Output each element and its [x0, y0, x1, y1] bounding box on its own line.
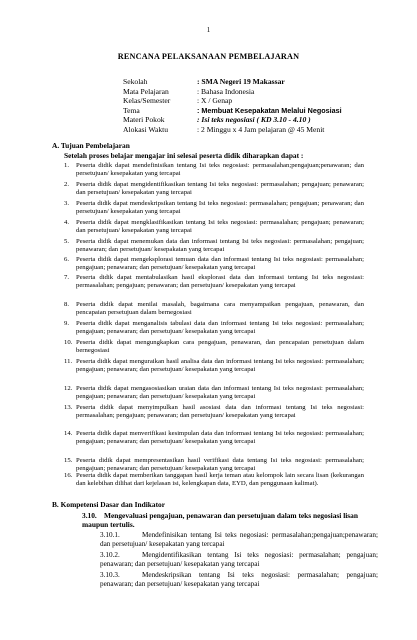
objective-number: 13. [64, 404, 73, 411]
objective-text: Peserta didik dapat menyimpulkan hasil asosiasi data dan informasi tentang Isi teks negosiasi: permasalahan; pengajuan; penawaran; dan persetujuan/ kesepakatan yang tercapai [76, 404, 364, 420]
page-number: 1 [206, 26, 211, 34]
objective-number: 3. [64, 200, 70, 207]
objective-item [64, 238, 364, 254]
meta-row-time [123, 125, 393, 135]
objective-item [64, 430, 364, 446]
objective-text: Peserta didik dapat mentabulasikan hasil eksplorasi data dan informasi tentang Isi teks negosiasi: permasalahan; pengajuan; penawaran; dan persetujuan/ kesepakatan yang tercapai [76, 274, 364, 290]
objective-number: 5. [64, 238, 70, 245]
meta-key: Sekolah [123, 77, 148, 86]
meta-key: Kelas/Semester [123, 96, 171, 106]
indicator-number: 3.10.1. [100, 531, 120, 539]
indicator-text: Mengidentifikasikan tentang Isi teks negosiasi: permasalahan; pengajuan; penawaran; dan persetujuan/ kesepakatan yang tercapai [100, 551, 378, 568]
meta-value: : Membuat Kesepakatan Melalui Negosiasi [197, 105, 342, 115]
indicator-item [100, 531, 378, 549]
objective-item [64, 358, 364, 374]
document-title: RENCANA PELAKSANAAN PEMBELAJARAN [117, 52, 300, 61]
kd-number: 3.10. [82, 511, 97, 520]
kd-heading [82, 511, 378, 529]
objective-number: 15. [64, 457, 73, 464]
objective-item [64, 301, 364, 317]
meta-row-theme [123, 106, 393, 116]
objective-text: Peserta didik dapat mengungkapkan cara pengajuan, penawaran, dan pencapaian persetujuan dalam bernegosiasi [76, 339, 364, 355]
objective-item [64, 320, 364, 336]
objective-text: Peserta didik dapat mengklasifikasikan tentang Isi teks negosiasi: permasalahan; pengajuan; penawaran; dan persetujuan/ kesepakatan yang tercapai [76, 219, 364, 235]
objective-item [64, 181, 364, 197]
meta-row-subject [123, 87, 393, 97]
objective-number: 2. [64, 181, 70, 188]
identity-table [123, 77, 393, 135]
meta-key: Materi Pokok [123, 115, 165, 125]
objective-text: Peserta didik dapat menganalisis tabulasi data dan informasi tentang Isi teks negosiasi: permasalahan; pengajuan; penawaran; dan persetujuan/ kesepakatan yang tercapai [76, 320, 364, 336]
meta-value: : X / Genap [197, 96, 233, 106]
meta-value: : SMA Negeri 19 Makassar [197, 77, 285, 86]
objectives-intro: Setelah proses belajar mengajar ini selesai peserta didik diharapkan dapat : [64, 151, 304, 160]
indicator-text: Mendefinisikan tentang Isi teks negosiasi: permasalahan;pengajuan;penawaran; dan persetujuan/ kesepakatan yang tercapai [100, 531, 378, 548]
objective-text: Peserta didik dapat memberikan tanggapan hasil kerja teman atau kelompok lain secara lisan (kekurangan dan kelebihan dilihat dari kejelasan isi, kelengkapan data, EYD, dan penggunaan kalimat). [76, 472, 364, 488]
objective-number: 6. [64, 256, 70, 263]
objective-item [64, 385, 364, 401]
objective-item [64, 339, 364, 355]
objective-item [64, 404, 364, 420]
objective-item [64, 457, 364, 473]
objective-item [64, 472, 364, 488]
objective-text: Peserta didik dapat menilai masalah, bagaimana cara menyampaikan pengajuan, penawaran, dan pencapaian persetujuan dalam bernegosiasi [76, 301, 364, 317]
indicator-text: Mendeskripsikan tentang Isi teks negosiasi: permasalahan; pengajuan; penawaran; dan persetujuan/ kesepakatan yang tercapai [100, 571, 378, 588]
indicator-number: 3.10.3. [100, 571, 120, 579]
objective-item [64, 219, 364, 235]
objective-text: Peserta didik dapat menverifikasi kesimpulan data dan informasi tentang Isi teks negosiasi: permasalahan; pengajuan; penawaran; dan persetujuan/ kesepakatan yang tercapai [76, 430, 364, 446]
objective-text: Peserta didik dapat mendefinisikan tentang Isi teks negosiasi: permasalahan;pengajuan;penawaran; dan persetujuan/ kesepakatan yang tercapai [76, 162, 364, 178]
objective-item [64, 200, 364, 216]
objective-number: 9. [64, 320, 70, 327]
objective-number: 12. [64, 385, 73, 392]
meta-value: : 2 Minggu x 4 Jam pelajaran @ 45 Menit [197, 124, 325, 134]
objective-item [64, 256, 364, 272]
objective-text: Peserta didik dapat mengidentifikasikan tentang Isi teks negosiasi: permasalahan; pengajuan; penawaran; dan persetujuan/ kesepakatan yang tercapai [76, 181, 364, 197]
meta-key: Tema [123, 105, 140, 115]
objective-text: Peserta didik dapat menemukan data dan informasi tentang Isi teks negosiasi: permasalahan; pengajuan; penawaran; dan persetujuan/ kesepakatan yang tercapai [76, 238, 364, 254]
indicator-item [100, 551, 378, 569]
meta-key: Alokasi Waktu [123, 124, 169, 134]
objective-text: Peserta didik dapat menguraikan hasil analisa data dan informasi tentang Isi teks negosiasi: permasalahan; pengajuan; penawaran; dan persetujuan/ kesepakatan yang tercapai [76, 358, 364, 374]
objective-number: 10. [64, 339, 73, 346]
objective-number: 7. [64, 274, 70, 281]
meta-row-material [123, 115, 393, 125]
section-a-heading: A. Tujuan Pembelajaran [52, 141, 130, 150]
objective-number: 11. [64, 358, 73, 365]
objective-text: Peserta didik dapat mempresentasikan hasil verifikasi data tentang Isi teks negosiasi: permasalahan; pengajuan; penawaran; dan persetujuan/ kesepakatan yang tercapai [76, 457, 364, 473]
objective-number: 16. [64, 472, 73, 479]
indicator-item [100, 571, 378, 589]
objective-number: 1. [64, 162, 70, 169]
meta-value: : Isi teks negosiasi ( KD 3.10 - 4.10 ) [197, 115, 311, 125]
objective-number: 14. [64, 430, 73, 437]
objective-item [64, 162, 364, 178]
objective-number: 4. [64, 219, 70, 226]
objective-number: 8. [64, 301, 70, 308]
section-b-heading: B. Kompetensi Dasar dan Indikator [52, 500, 165, 509]
objective-text: Peserta didik dapat mendeskripsikan tentang Isi teks negosiasi: permasalahan; pengajuan; penawaran; dan persetujuan/ kesepakatan yang tercapai [76, 200, 364, 216]
meta-row-school [123, 77, 393, 87]
meta-key: Mata Pelajaran [123, 86, 169, 96]
objective-text: Peserta didik dapat mengasosiasikan uraian data dan informasi tentang Isi teks negosiasi: permasalahan; pengajuan; penawaran; dan persetujuan/ kesepakatan yang tercapai [76, 385, 364, 401]
objective-text: Peserta didik dapat mengeksplorasi temuan data dan informasi tentang Isi teks negosiasi: permasalahan; pengajuan; penawaran; dan persetujuan/ kesepakatan yang tercapai [76, 256, 364, 272]
kd-text: Mengevaluasi pengajuan, penawaran dan persetujuan dalam teks negosiasi lisan maupun tertulis. [82, 511, 358, 530]
objective-item [64, 274, 364, 290]
meta-value: : Bahasa Indonesia [197, 86, 255, 96]
meta-row-class [123, 96, 393, 106]
indicator-number: 3.10.2. [100, 551, 120, 559]
